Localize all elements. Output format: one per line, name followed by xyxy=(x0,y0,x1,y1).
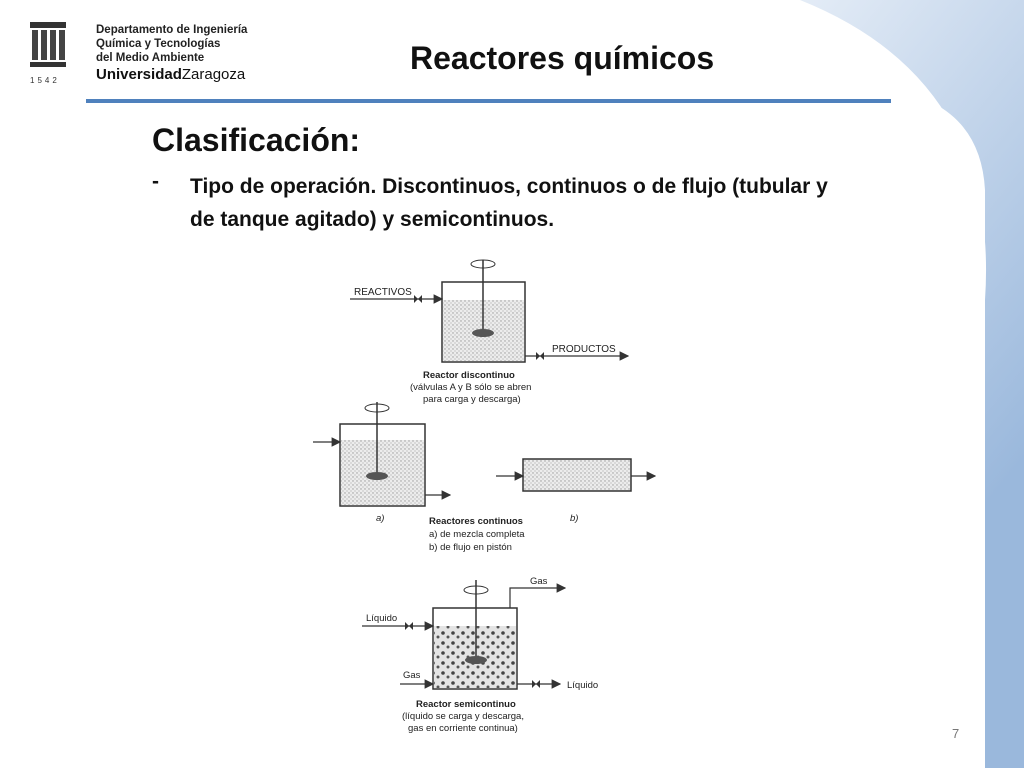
semi-liquid-in-label: Líquido xyxy=(366,613,398,624)
logo-department-line1: Departamento de Ingeniería xyxy=(96,24,248,36)
semi-gas-in-label: Gas xyxy=(403,670,421,681)
semi-caption-2: (líquido se carga y descarga, xyxy=(402,711,524,722)
semi-gas-out-label: Gas xyxy=(530,576,548,587)
bullet-marker: - xyxy=(152,170,159,193)
batch-caption-1: Reactor discontinuo xyxy=(423,370,515,381)
pfr-label-b: b) xyxy=(570,513,579,524)
batch-caption-2: (válvulas A y B sólo se abren xyxy=(410,382,532,393)
section-heading: Clasificación: xyxy=(152,122,361,158)
logo-year: 1542 xyxy=(30,76,60,85)
semi-gas-out-line xyxy=(510,588,565,608)
logo-university-regular: Zaragoza xyxy=(181,66,246,83)
semi-liquid-out-label: Líquido xyxy=(567,680,599,691)
semi-impeller-icon xyxy=(465,656,487,664)
semicontinuous-reactor xyxy=(362,576,598,734)
continuous-caption-3: b) de flujo en pistón xyxy=(429,542,512,553)
batch-outlet-label: PRODUCTOS xyxy=(552,344,616,355)
slide-title: Reactores químicos xyxy=(410,40,715,76)
batch-caption-3: para carga y descarga) xyxy=(423,394,521,405)
semi-caption-3: gas en corriente continua) xyxy=(408,723,518,734)
page-number: 7 xyxy=(952,726,960,741)
pfr-tube xyxy=(523,459,631,491)
logo-department-line2: Química y Tecnologías xyxy=(96,38,221,50)
cstr-liquid xyxy=(341,440,424,505)
bullet-text: Tipo de operación. Discontinuos, continuos o de flujo (tubular y de tanque agitado) y semicontinuos. xyxy=(190,175,828,231)
semi-caption-1: Reactor semicontinuo xyxy=(416,699,516,710)
logo-department-line3: del Medio Ambiente xyxy=(96,52,205,64)
semi-outlet-valve-icon xyxy=(532,680,540,688)
continuous-caption-2: a) de mezcla completa xyxy=(429,529,525,540)
logo-university-bold: Universidad xyxy=(96,66,182,83)
valve-b-icon xyxy=(536,352,544,360)
semi-inlet-valve-icon xyxy=(405,622,413,630)
cstr-impeller-icon xyxy=(366,472,388,480)
continuous-caption-1: Reactores continuos xyxy=(429,516,523,527)
batch-impeller-icon xyxy=(472,329,494,337)
cstr-label-a: a) xyxy=(376,513,385,524)
batch-reactor xyxy=(350,260,628,405)
continuous-reactors xyxy=(313,402,655,553)
valve-a-icon xyxy=(414,295,422,303)
batch-inlet-label: REACTIVOS xyxy=(354,287,412,298)
